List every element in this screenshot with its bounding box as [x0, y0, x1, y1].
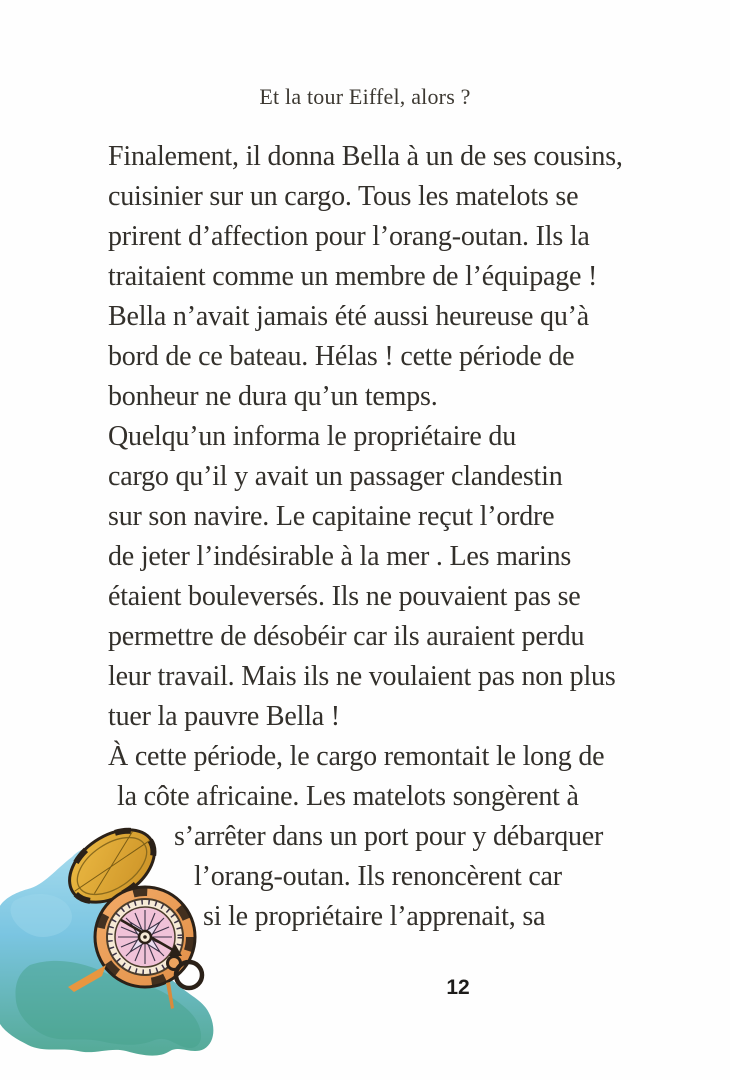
- story-line: permettre de désobéir car ils auraient perdu: [108, 621, 585, 652]
- story-line: Bella n’avait jamais été aussi heureuse qu’à: [108, 301, 590, 332]
- story-line: leur travail. Mais ils ne voulaient pas non plus: [108, 661, 616, 692]
- story-line: Quelqu’un informa le propriétaire du: [108, 421, 516, 452]
- compass-body: [95, 887, 195, 987]
- story-line: si le propriétaire l’apprenait, sa: [203, 901, 546, 932]
- story-line: bord de ce bateau. Hélas ! cette période de: [108, 341, 575, 372]
- page-title: Et la tour Eiffel, alors ?: [259, 84, 471, 109]
- story-line: prirent d’affection pour l’orang-outan. Ils la: [108, 221, 590, 252]
- story-line: s’arrêter dans un port pour y débarquer: [174, 821, 604, 852]
- compass-watercolor-illustration: [0, 815, 240, 1065]
- story-line: tuer la pauvre Bella !: [108, 701, 340, 732]
- story-line: l’orang-outan. Ils renoncèrent car: [194, 861, 562, 892]
- story-line: bonheur ne dura qu’un temps.: [108, 381, 438, 412]
- story-line: de jeter l’indésirable à la mer . Les marins: [108, 541, 572, 572]
- story-line: À cette période, le cargo remontait le long de: [108, 741, 605, 772]
- story-line: sur son navire. Le capitaine reçut l’ordre: [108, 501, 555, 532]
- story-line: la côte africaine. Les matelots songèrent à: [117, 781, 579, 812]
- page-number: 12: [446, 976, 470, 999]
- story-line: cuisinier sur un cargo. Tous les matelots se: [108, 181, 579, 212]
- story-line: Finalement, il donna Bella à un de ses cousins,: [108, 141, 623, 172]
- story-line: cargo qu’il y avait un passager clandestin: [108, 461, 563, 492]
- story-line: traitaient comme un membre de l’équipage !: [108, 261, 598, 292]
- story-line: étaient bouleversés. Ils ne pouvaient pas se: [108, 581, 581, 612]
